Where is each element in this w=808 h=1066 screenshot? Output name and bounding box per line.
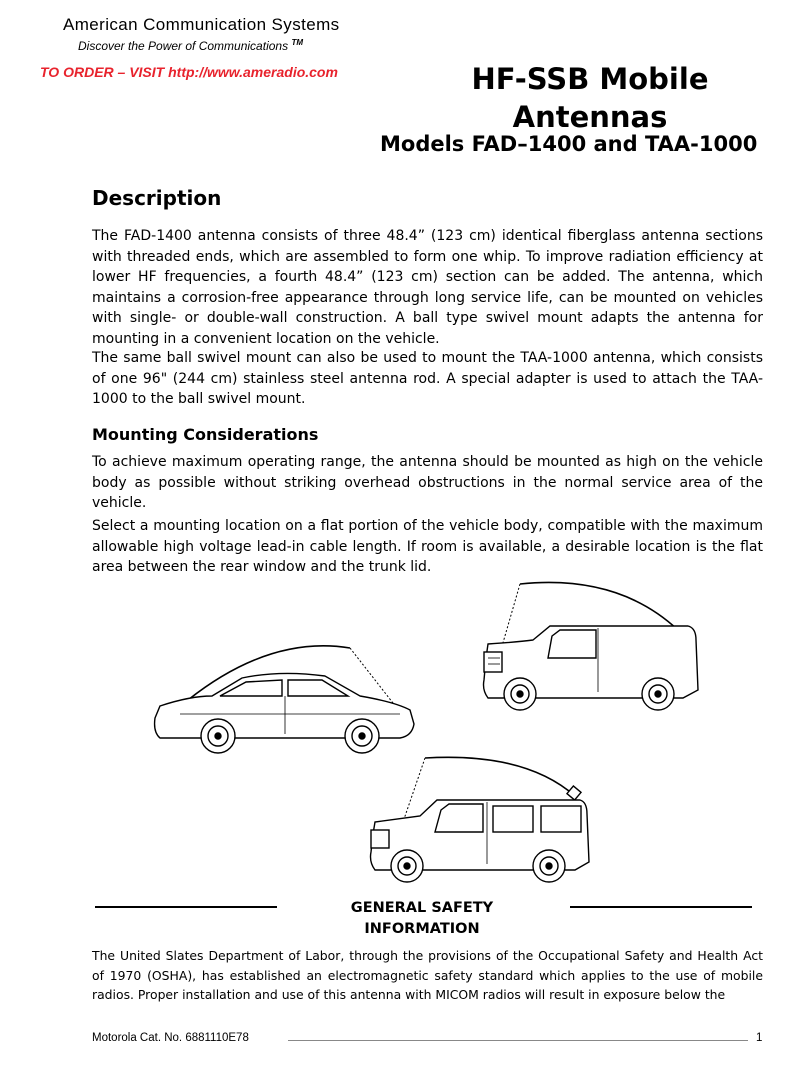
mounting-paragraph-1: To achieve maximum operating range, the antenna should be mounted as high on the vehicle body as possible without striking overhead obstructions in the normal service area of the vehicle.	[92, 454, 763, 512]
company-name: American Communication Systems	[63, 15, 340, 34]
safety-paragraph: The United Slates Department of Labor, through the provisions of the Occupational Safety and Health Act of 1970 (OSHA), has established an electromagnetic safety standard which applies to the use of mobile radios. Proper installation and use of this antenna with MICOM radios will result in exposure below the	[92, 948, 763, 1002]
page-number: 1	[756, 1032, 763, 1044]
footer-catalog-number: Motorola Cat. No. 6881110E78	[92, 1032, 249, 1044]
safety-rule-right	[570, 906, 752, 908]
title-line-2: Antennas	[512, 100, 668, 134]
description-paragraph-1: The FAD-1400 antenna consists of three 48.4” (123 cm) identical fiberglass antenna sections with threaded ends, which are assembled to form one whip. To improve radiation efficiency at lower HF frequencies, a fourth 48.4” (123 cm) section can be added. The antenna, which maintains a corrosion-free appearance through long service life, can be mounted on vehicles with single- or double-wall construction. A ball type swivel mount adapts the antenna for mounting in a convenient location on the vehicle.	[92, 228, 763, 347]
mounting-heading: Mounting Considerations	[92, 425, 319, 444]
models-subtitle: Models FAD–1400 and TAA-1000	[380, 132, 758, 156]
safety-rule-left	[95, 906, 277, 908]
page-title	[410, 60, 770, 136]
title-line-1: HF-SSB Mobile	[471, 62, 709, 96]
description-paragraph-2: The same ball swivel mount can also be used to mount the TAA-1000 antenna, which consists of one 96" (244 cm) stainless steel antenna rod. A special adapter is used to attach the TAA-1000 to the ball swivel mount.	[92, 350, 763, 408]
order-link[interactable]: TO ORDER – VISIT http://www.ameradio.com	[40, 64, 338, 80]
sedan-illustration	[150, 640, 420, 760]
trademark-mark: TM	[291, 38, 303, 47]
description-heading: Description	[92, 186, 222, 210]
company-tagline	[78, 38, 303, 53]
tagline-text: Discover the Power of Communications	[78, 39, 289, 53]
footer-divider	[288, 1040, 748, 1041]
mounting-paragraph-2: Select a mounting location on a flat portion of the vehicle body, compatible with the maximum allowable high voltage lead-in cable length. If room is available, a desirable location is the flat area between the rear window and the trunk lid.	[92, 518, 763, 576]
panel-van-illustration	[478, 580, 703, 720]
suv-illustration	[365, 752, 595, 892]
safety-heading: GENERAL SAFETY INFORMATION	[350, 900, 494, 937]
